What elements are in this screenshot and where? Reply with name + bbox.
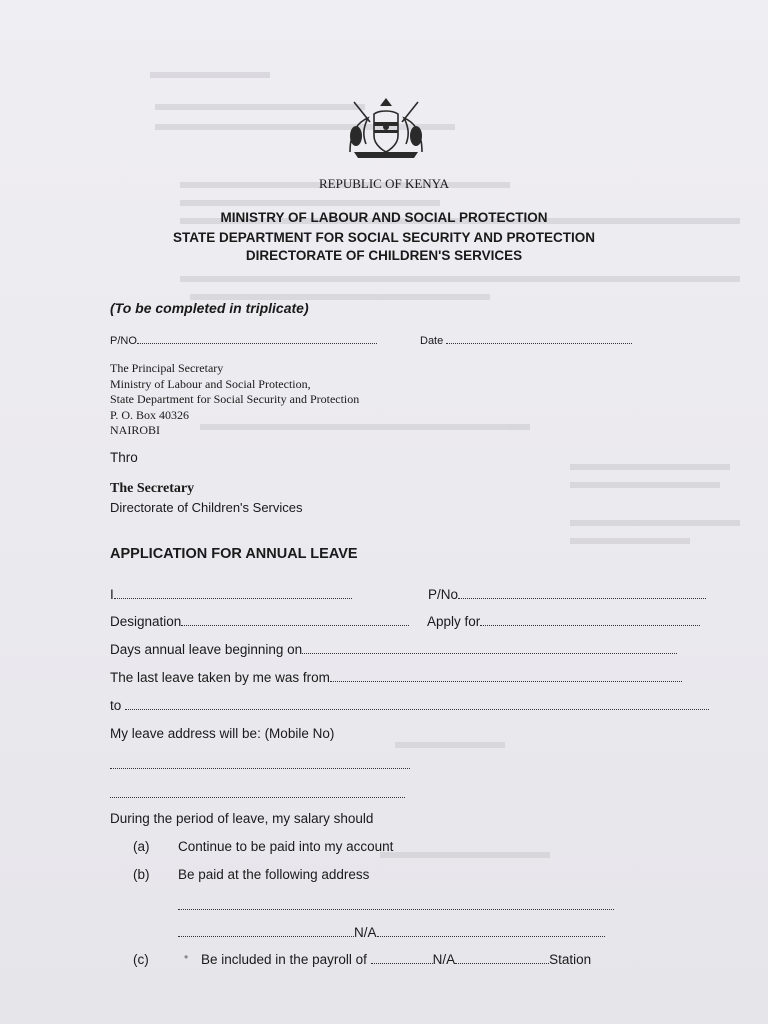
ministry-heading: MINISTRY OF LABOUR AND SOCIAL PROTECTION	[220, 210, 548, 225]
staff-pno-label: P/No	[428, 587, 459, 602]
option-c-letter: (c)	[133, 952, 149, 967]
designation-label: Designation	[110, 614, 182, 629]
option-b-address-line-1[interactable]	[178, 897, 614, 915]
staff-pno-row	[428, 587, 706, 602]
option-c-row	[201, 952, 591, 967]
addressee-line: The Principal Secretary	[110, 361, 224, 375]
name-label: I	[110, 587, 114, 602]
addressee-block	[110, 361, 359, 439]
option-b-address-suffix[interactable]	[377, 925, 605, 937]
date-row	[420, 332, 632, 347]
last-leave-to-field[interactable]	[125, 698, 709, 710]
leave-address-label: My leave address will be: (Mobile No)	[110, 726, 335, 741]
addressee-line: P. O. Box 40326	[110, 407, 190, 422]
thro-label: Thro	[110, 450, 138, 465]
bullet-mark-icon: •	[184, 950, 189, 964]
designation-row	[110, 614, 409, 629]
date-label: Date	[420, 335, 444, 347]
pno-label: P/NO	[110, 335, 137, 347]
date-field[interactable]	[446, 332, 632, 344]
leave-address-line-1[interactable]	[110, 756, 410, 774]
option-c-value: N/A	[432, 952, 456, 967]
option-b-text[interactable]: Be paid at the following address	[178, 867, 370, 882]
addressee-line: State Department for Social Security and Protection	[110, 392, 360, 406]
last-leave-to-row	[110, 698, 709, 713]
addressee-line: NAIROBI	[110, 423, 160, 437]
salary-label: During the period of leave, my salary should	[110, 811, 374, 826]
pno-row	[110, 332, 377, 347]
secretary-title: The Secretary	[110, 481, 195, 496]
directorate-heading: DIRECTORATE OF CHILDREN'S SERVICES	[245, 248, 523, 263]
designation-field[interactable]	[181, 614, 409, 626]
last-leave-from-field[interactable]	[330, 670, 682, 682]
name-field[interactable]	[114, 587, 352, 599]
option-b-address-line-2	[178, 925, 605, 940]
republic-heading: REPUBLIC OF KENYA	[318, 176, 449, 191]
apply-for-label: Apply for	[427, 614, 481, 629]
last-leave-row	[110, 670, 682, 685]
option-c-suffix: Station	[549, 952, 592, 967]
pno-field[interactable]	[137, 332, 377, 344]
option-a-letter: (a)	[133, 839, 150, 854]
leave-address-line-2[interactable]	[110, 785, 405, 803]
apply-for-row	[427, 614, 700, 629]
staff-pno-field[interactable]	[458, 587, 706, 599]
option-a-text[interactable]: Continue to be paid into my account	[178, 839, 394, 854]
to-label: to	[110, 698, 122, 713]
name-row	[110, 587, 352, 602]
leave-start-label: Days annual leave beginning on	[110, 642, 303, 657]
form-title: APPLICATION FOR ANNUAL LEAVE	[110, 546, 358, 562]
option-b-letter: (b)	[133, 867, 150, 882]
option-c-suffix-field[interactable]	[455, 952, 549, 964]
addressee-line: Ministry of Labour and Social Protection,	[110, 376, 311, 391]
apply-for-field[interactable]	[480, 614, 700, 626]
leave-start-field[interactable]	[302, 642, 677, 654]
state-department-heading: STATE DEPARTMENT FOR SOCIAL SECURITY AND PROTECTION	[172, 230, 595, 245]
option-c-text[interactable]: Be included in the payroll of	[201, 952, 367, 967]
option-b-address-prefix[interactable]	[178, 925, 354, 937]
option-c-prefix-field[interactable]	[371, 952, 433, 964]
leave-start-row	[110, 642, 677, 657]
triplicate-instruction: (To be completed in triplicate)	[110, 300, 309, 316]
coat-of-arms-icon	[340, 92, 432, 164]
secretary-department: Directorate of Children's Services	[110, 500, 303, 515]
option-b-value: N/A	[354, 925, 377, 940]
last-leave-label: The last leave taken by me was from	[110, 670, 330, 685]
